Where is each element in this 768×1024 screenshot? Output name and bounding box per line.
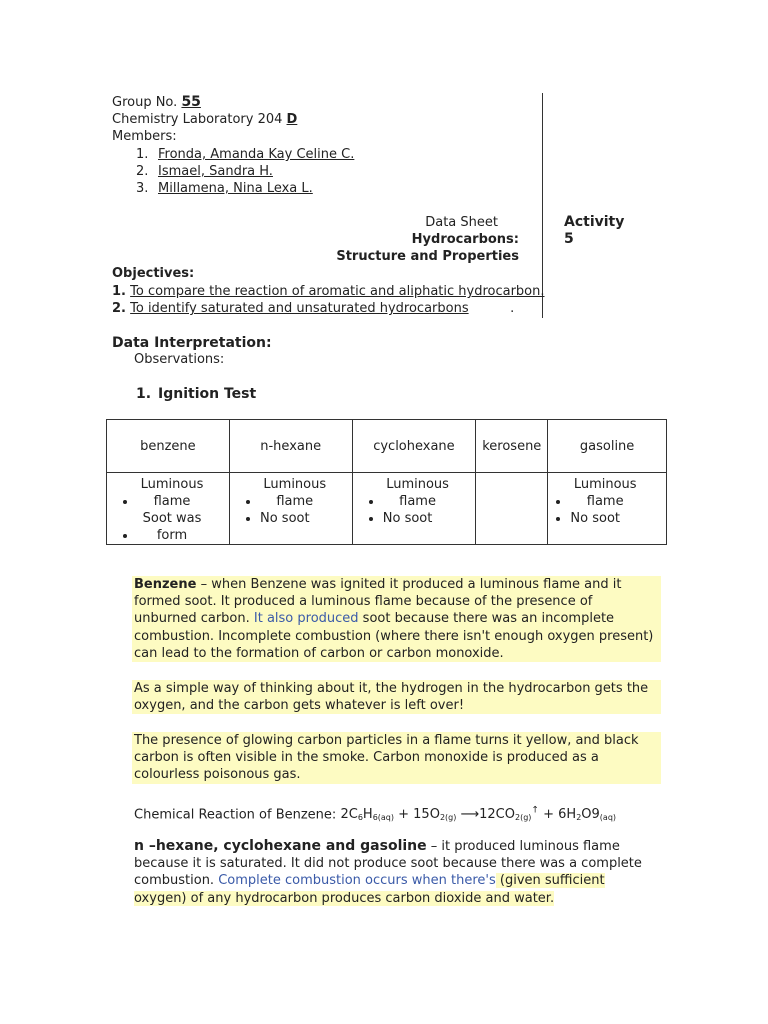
objective-2: 2. To identify saturated and unsaturated hydrocarbons . [112, 301, 515, 316]
observation-item: No soot [259, 511, 310, 526]
members-label: Members: [112, 129, 177, 144]
activity-label: Activity [564, 214, 625, 230]
benzene-paragraph-3: The presence of glowing carbon particles in a flame turns it yellow, and black carbon is often visible in the smoke. Carbon monoxide is produced as a colourless poisonous gas. [132, 732, 661, 784]
interpretation-heading: Data Interpretation: [112, 335, 272, 351]
table-header: kerosene [476, 420, 548, 473]
activity-value: 5 [564, 231, 574, 247]
lab-label: Chemistry Laboratory 204 [112, 112, 283, 127]
group-value: 55 [181, 94, 201, 110]
benzene-title: Benzene [134, 577, 197, 592]
datasheet-line2: Hydrocarbons: [411, 232, 519, 247]
table-cell [107, 473, 230, 545]
group-label: Group No. [112, 95, 178, 110]
member-name: Ismael, Sandra H. [158, 164, 273, 179]
table-header: n-hexane [229, 420, 352, 473]
table-header: gasoline [548, 420, 667, 473]
saturated-title: n –hexane, cyclohexane and gasoline [134, 838, 427, 854]
objective-text: To identify saturated and unsaturated hydrocarbons [130, 301, 469, 316]
saturated-paragraph: n –hexane, cyclohexane and gasoline – it produced luminous flame because it is saturated. It did not produce soot because there was a complete combustion. Complete combustion occurs when there's (given sufficient oxygen) of any hydrocarbon produces carbon dioxide and water. [134, 838, 642, 906]
table-cell [476, 473, 548, 545]
lab-line [112, 111, 297, 128]
test-title: 1. Ignition Test [136, 386, 257, 402]
observation-item: Luminous flame [386, 477, 449, 509]
observation-item: No soot [382, 511, 433, 526]
objectives-heading: Objectives: [112, 266, 195, 281]
table-header: benzene [107, 420, 230, 473]
objective-text: To compare the reaction of aromatic and aliphatic hydrocarbon. [130, 284, 545, 299]
ignition-table [106, 419, 667, 545]
benzene-paragraph-1: Benzene – when Benzene was ignited it produced a luminous flame and it formed soot. It produced a luminous flame because of the presence of unburned carbon. It also produced soot because there was an incomplete combustion. Incomplete combustion (where there isn't enough oxygen present) can lead to the formation of carbon or carbon monoxide. [132, 576, 661, 662]
member-name: Fronda, Amanda Kay Celine C. [158, 147, 355, 162]
table-cell [352, 473, 476, 545]
objective-1: 1. To compare the reaction of aromatic and aliphatic hydrocarbon. [112, 284, 545, 299]
lab-value: D [286, 112, 298, 127]
table-cell [229, 473, 352, 545]
table-header: cyclohexane [352, 420, 476, 473]
datasheet-line1: Data Sheet [425, 215, 498, 230]
observation-item: Luminous flame [573, 477, 637, 509]
member-1: 1. Fronda, Amanda Kay Celine C. [136, 147, 355, 162]
group-line [112, 94, 201, 111]
observation-item: Soot was form [142, 511, 202, 543]
member-name: Millamena, Nina Lexa L. [158, 181, 313, 196]
observation-item: Luminous flame [140, 477, 204, 509]
observations-label: Observations: [134, 352, 225, 367]
reaction-equation: $2C_6H_{6(aq)} + 15O_{2(g)}$ $⟶12CO_{2(g)}^↑ + 6H_2O9_{(aq)}$ [340, 806, 617, 823]
observation-item: Luminous flame [263, 477, 327, 509]
member-3: 3. Millamena, Nina Lexa L. [136, 180, 342, 197]
benzene-paragraph-2: As a simple way of thinking about it, the hydrogen in the hydrocarbon gets the oxygen, and the carbon gets whatever is left over! [132, 680, 661, 714]
reaction-label: Chemical Reaction of Benzene: [134, 807, 337, 823]
member-2: 2. Ismael, Sandra H. [136, 163, 344, 180]
observation-item: No soot [570, 511, 620, 526]
benzene-reaction [134, 803, 616, 826]
table-header-row [107, 420, 667, 473]
table-row [107, 473, 667, 545]
datasheet-line3: Structure and Properties [336, 249, 519, 264]
table-cell [548, 473, 667, 545]
